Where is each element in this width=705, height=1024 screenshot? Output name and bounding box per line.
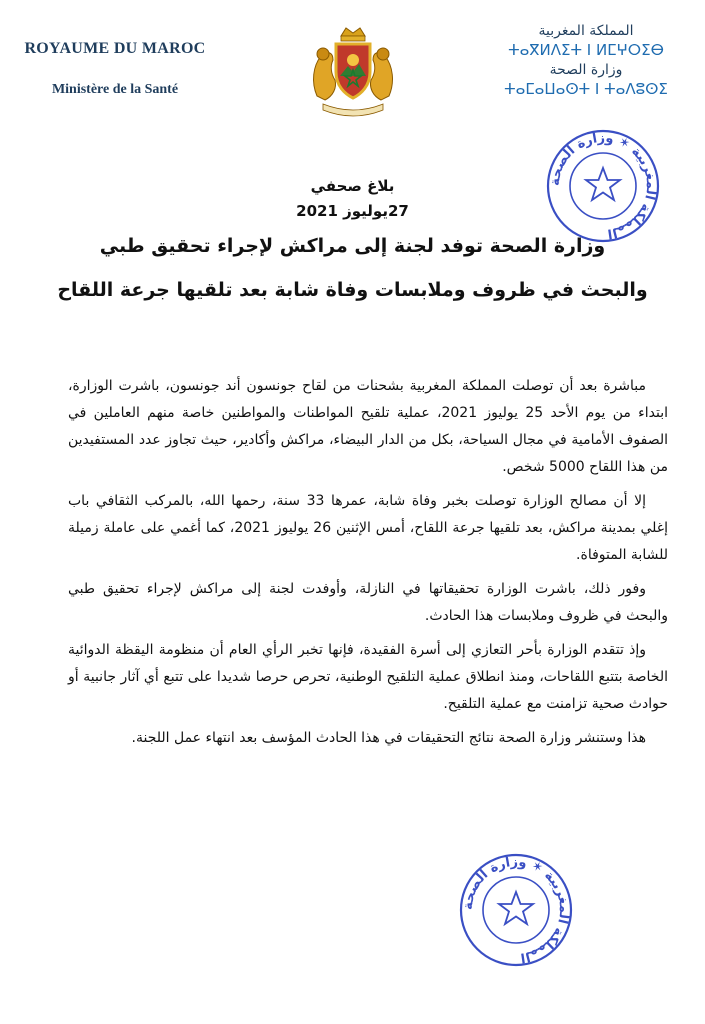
body-paragraph: إلا أن مصالح الوزارة توصلت بخبر وفاة شابة، عمرها 33 سنة، رحمها الله، بالمركب الثقافي باب إغلي بمدينة مراكش، بعد تلقيها جرعة اللقاح، أمس الإثنين 26 يوليوز 2021، كما أغمي على عاملة زميلة للشابة المتوفاة. — [68, 493, 669, 563]
stamp-text: المملكة المغربية ✶ وزارة الصحة — [547, 130, 659, 241]
press-release-body — [68, 373, 668, 759]
tifinagh-kingdom-name: ⵜⴰⴳⵍⴷⵉⵜ ⵏ ⵍⵎⵖⵔⵉⴱ — [508, 41, 664, 60]
body-paragraph: مباشرة بعد أن توصلت المملكة المغربية بشحنات من لقاح جونسون أند جونسون، باشرت الوزارة، ابتداء من يوم الأحد 25 يوليوز 2021، عملية تلقيح المواطنات والمواطنين خاصة منهم العاملين في الصفوف الأمامية في مجال السياحة، بكل من الدار البيضاء، مراكش وأكادير، حيث تجاوز عدد المستفيدين من هذا اللقاح 5000 شخص. — [68, 378, 668, 475]
french-kingdom-name: ROYAUME DU MAROC — [24, 40, 206, 57]
star-icon — [499, 892, 533, 924]
french-header — [10, 40, 220, 98]
body-paragraph: وإذ تتقدم الوزارة بأحر التعازي إلى أسرة الفقيدة، فإنها تخبر الرأي العام أن منظومة اليقظة الدوائية الخاصة بتتبع اللقاحات، ومنذ انطلاق عملية التلقيح الوطنية، تحرص حرصا شديدا على تتبع أي آثار جانبية أو حوادث صحية تزامنت مع عملية التلقيح. — [68, 642, 668, 712]
body-paragraph: هذا وستنشر وزارة الصحة نتائج التحقيقات في هذا الحادث المؤسف بعد انتهاء عمل اللجنة. — [131, 730, 646, 746]
body-paragraph: وفور ذلك، باشرت الوزارة تحقيقاتها في النازلة، وأوفدت لجنة إلى مراكش لإجراء تحقيق طبي والبحث في ظروف وملابسات هذا الحادث. — [68, 581, 668, 624]
press-release-title — [40, 174, 665, 312]
arabic-kingdom-name: المملكة المغربية — [538, 23, 634, 39]
french-ministry-name: Ministère de la Santé — [51, 82, 179, 97]
tifinagh-ministry-name: ⵜⴰⵎⴰⵡⴰⵙⵜ ⵏ ⵜⴰⴷⵓⵙⵉ — [504, 80, 668, 99]
headline-line-1: وزارة الصحة توفد لجنة إلى مراكش لإجراء تحقيق طبي — [99, 235, 606, 257]
stamp-text: المملكة المغربية ✶ وزارة الصحة — [460, 854, 572, 965]
ministry-stamp-icon — [458, 852, 574, 968]
arabic-ministry-name: وزارة الصحة — [549, 62, 623, 79]
document-date: 27يوليوز 2021 — [296, 202, 409, 220]
headline-line-2: والبحث في ظروف وملابسات وفاة شابة بعد تلقيها جرعة اللقاح — [57, 279, 648, 301]
document-type: بلاغ صحفي — [310, 177, 395, 195]
moroccan-coat-of-arms-icon — [303, 22, 403, 122]
arabic-header — [481, 22, 691, 100]
